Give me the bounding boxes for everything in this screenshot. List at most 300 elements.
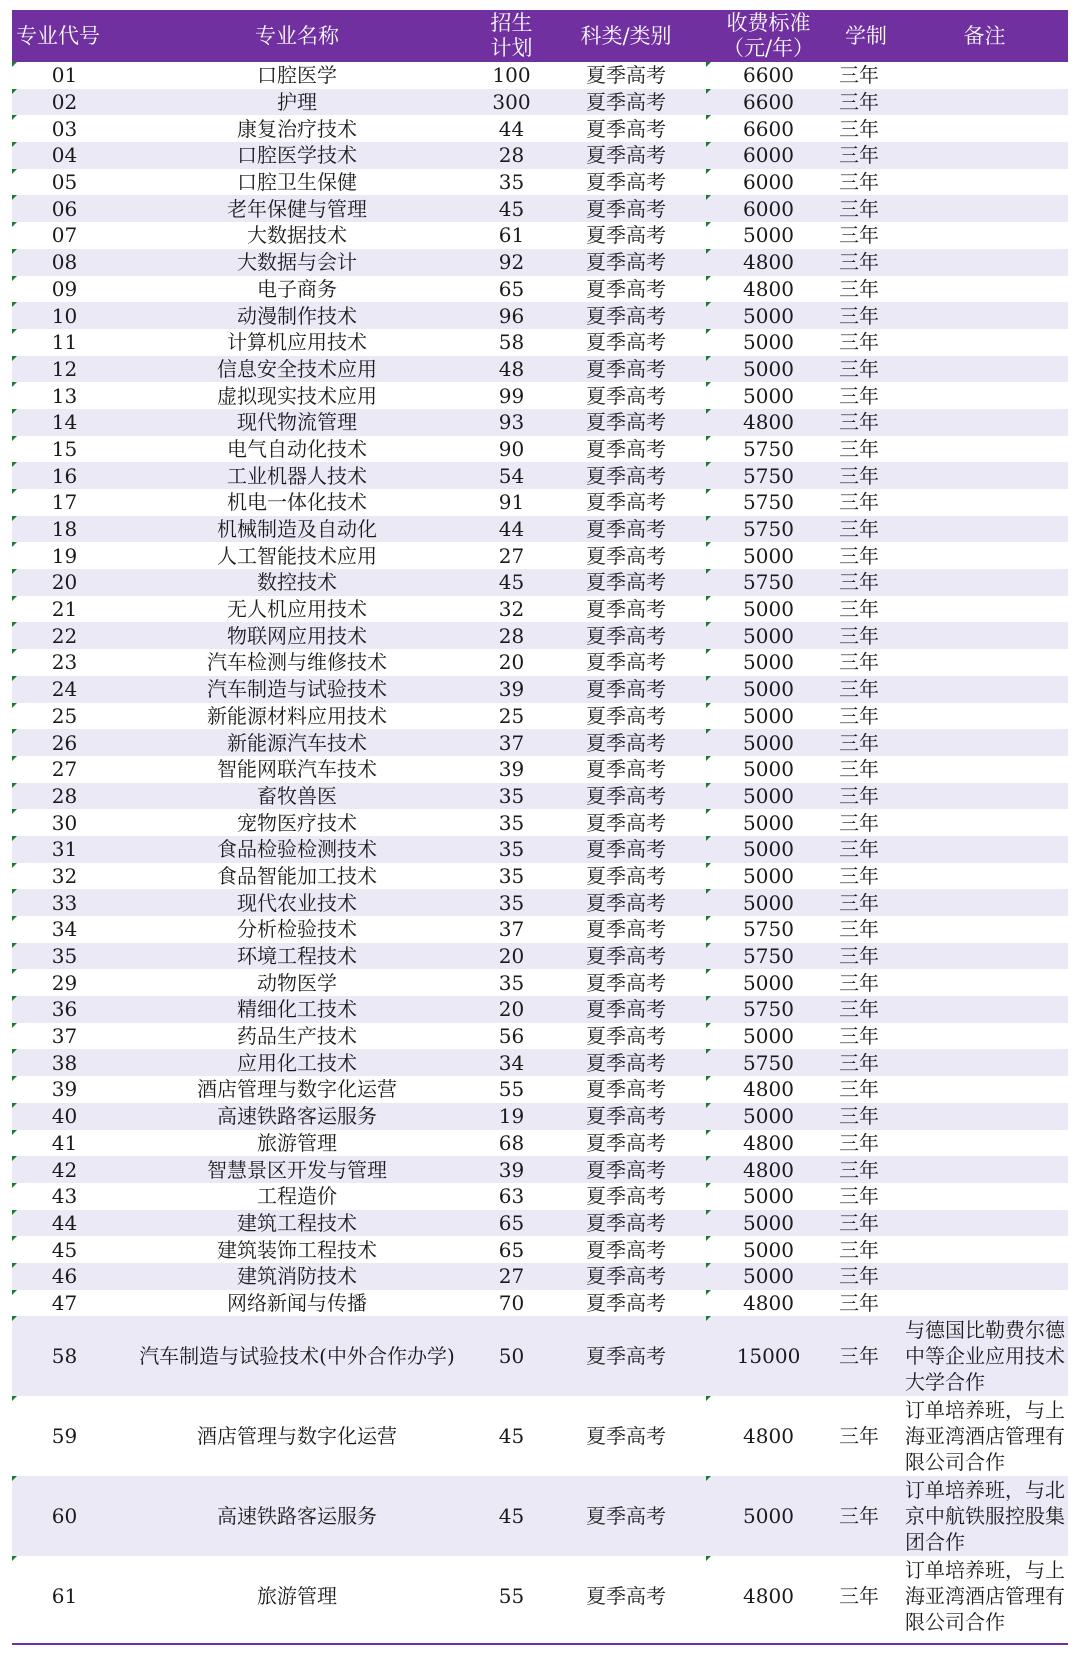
cell-code [12, 783, 117, 810]
cell-category-text: 夏季高考 [586, 1157, 666, 1182]
cell-name [117, 1476, 477, 1556]
cell-note [901, 276, 1068, 303]
cell-fee-text: 5000 [743, 623, 794, 648]
cell-note [901, 809, 1068, 836]
cell-category-text: 夏季高考 [586, 1344, 666, 1369]
table-row [12, 809, 1068, 836]
cell-fee [706, 1556, 831, 1636]
cell-name [117, 276, 477, 303]
cell-plan [477, 1476, 546, 1556]
cell-category [546, 756, 706, 783]
cell-years [831, 302, 901, 329]
cell-category [546, 1236, 706, 1263]
cell-plan [477, 462, 546, 489]
cell-code-text: 23 [51, 650, 78, 675]
cell-marker-icon [12, 809, 17, 814]
cell-name-text: 老年保健与管理 [227, 196, 367, 221]
cell-code [12, 249, 117, 276]
cell-code [12, 889, 117, 916]
cell-years-text: 三年 [839, 1264, 879, 1289]
cell-marker-icon [706, 1263, 711, 1268]
cell-plan-text: 20 [498, 944, 525, 969]
table-row [12, 756, 1068, 783]
cell-years [831, 356, 901, 383]
cell-fee [706, 356, 831, 383]
cell-name-text: 机电一体化技术 [227, 490, 367, 515]
table-row [12, 462, 1068, 489]
table-row [12, 569, 1068, 596]
cell-years-text: 三年 [839, 436, 879, 461]
table-row [12, 329, 1068, 356]
cell-category-text: 夏季高考 [586, 116, 666, 141]
cell-code [12, 62, 117, 89]
cell-name-text: 工业机器人技术 [227, 463, 367, 488]
cell-plan-text: 54 [498, 463, 525, 488]
table-row [12, 996, 1068, 1023]
cell-category [546, 1316, 706, 1396]
cell-fee-text: 5000 [743, 1264, 794, 1289]
cell-note [901, 569, 1068, 596]
cell-category-text: 夏季高考 [586, 170, 666, 195]
cell-years [831, 756, 901, 783]
cell-plan-text: 35 [498, 810, 525, 835]
cell-category-text: 夏季高考 [586, 223, 666, 248]
cell-name-text: 高速铁路客运服务 [217, 1504, 377, 1529]
table-row [12, 1263, 1068, 1290]
cell-code [12, 302, 117, 329]
cell-marker-icon [12, 382, 17, 387]
cell-category [546, 1183, 706, 1210]
cell-years-text: 三年 [839, 1504, 879, 1529]
cell-name-text: 食品智能加工技术 [217, 863, 377, 888]
cell-category [546, 222, 706, 249]
cell-fee [706, 1076, 831, 1103]
cell-plan-text: 25 [498, 703, 525, 728]
cell-name-text: 口腔医学技术 [237, 143, 357, 168]
cell-name-text: 高速铁路客运服务 [217, 1104, 377, 1129]
cell-plan [477, 276, 546, 303]
cell-name-text: 大数据技术 [247, 223, 347, 248]
cell-name-text: 分析检验技术 [237, 917, 357, 942]
cell-marker-icon [706, 569, 711, 574]
cell-category [546, 195, 706, 222]
cell-category-text: 夏季高考 [586, 1184, 666, 1209]
cell-code [12, 356, 117, 383]
cell-marker-icon [706, 1183, 711, 1188]
cell-name-text: 康复治疗技术 [237, 116, 357, 141]
cell-category-text: 夏季高考 [586, 997, 666, 1022]
cell-code [12, 622, 117, 649]
cell-note [901, 756, 1068, 783]
cell-plan-text: 99 [498, 383, 525, 408]
cell-fee [706, 649, 831, 676]
cell-name [117, 329, 477, 356]
cell-plan [477, 169, 546, 196]
cell-name [117, 569, 477, 596]
cell-marker-icon [706, 1210, 711, 1215]
cell-marker-icon [706, 489, 711, 494]
table-row [12, 1396, 1068, 1476]
cell-category-text: 夏季高考 [586, 276, 666, 301]
cell-fee [706, 249, 831, 276]
cell-name-text: 旅游管理 [257, 1130, 337, 1155]
cell-note [901, 649, 1068, 676]
cell-marker-icon [12, 969, 17, 974]
cell-plan-text: 91 [498, 490, 525, 515]
cell-marker-icon [12, 1316, 17, 1321]
cell-category [546, 809, 706, 836]
cell-years [831, 943, 901, 970]
cell-fee-text: 5750 [743, 517, 794, 542]
cell-marker-icon [706, 943, 711, 948]
cell-category-text: 夏季高考 [586, 1024, 666, 1049]
cell-marker-icon [706, 329, 711, 334]
cell-marker-icon [706, 1076, 711, 1081]
cell-plan [477, 783, 546, 810]
cell-marker-icon [12, 1076, 17, 1081]
cell-fee-text: 5000 [743, 356, 794, 381]
cell-marker-icon [12, 703, 17, 708]
cell-name-text: 新能源材料应用技术 [207, 703, 387, 728]
cell-fee-text: 4800 [743, 1424, 794, 1449]
cell-fee [706, 195, 831, 222]
cell-years [831, 649, 901, 676]
cell-note [901, 1316, 1068, 1396]
cell-plan-text: 63 [498, 1184, 525, 1209]
cell-note [901, 703, 1068, 730]
cell-category [546, 436, 706, 463]
cell-category [546, 703, 706, 730]
cell-code-text: 13 [51, 383, 78, 408]
cell-code-text: 31 [51, 837, 78, 862]
cell-years-text: 三年 [839, 837, 879, 862]
cell-marker-icon [706, 836, 711, 841]
cell-marker-icon [706, 1556, 711, 1561]
cell-marker-icon [706, 89, 711, 94]
cell-years-text: 三年 [839, 1050, 879, 1075]
cell-marker-icon [706, 596, 711, 601]
header-name: 专业名称 [117, 10, 477, 62]
cell-category-text: 夏季高考 [586, 703, 666, 728]
cell-name-text: 工程造价 [257, 1184, 337, 1209]
cell-years-text: 三年 [839, 997, 879, 1022]
cell-years [831, 1103, 901, 1130]
cell-name [117, 1290, 477, 1317]
enrollment-table [12, 10, 1068, 1636]
cell-fee [706, 676, 831, 703]
cell-category-text: 夏季高考 [586, 944, 666, 969]
cell-years [831, 1263, 901, 1290]
cell-category [546, 276, 706, 303]
cell-years [831, 889, 901, 916]
cell-code-text: 22 [51, 623, 78, 648]
cell-plan [477, 195, 546, 222]
cell-category-text: 夏季高考 [586, 463, 666, 488]
cell-years-text: 三年 [839, 917, 879, 942]
cell-code-text: 01 [51, 63, 78, 88]
cell-marker-icon [12, 249, 17, 254]
cell-years [831, 436, 901, 463]
table-row [12, 916, 1068, 943]
cell-category [546, 1556, 706, 1636]
cell-name-text: 畜牧兽医 [257, 783, 337, 808]
cell-plan [477, 249, 546, 276]
cell-fee [706, 996, 831, 1023]
cell-marker-icon [12, 409, 17, 414]
cell-marker-icon [706, 462, 711, 467]
cell-category-text: 夏季高考 [586, 783, 666, 808]
cell-plan-text: 28 [498, 623, 525, 648]
cell-plan-text: 37 [498, 730, 525, 755]
cell-fee-text: 15000 [736, 1344, 801, 1369]
cell-category [546, 1290, 706, 1317]
cell-fee [706, 1049, 831, 1076]
cell-category-text: 夏季高考 [586, 1050, 666, 1075]
cell-name [117, 516, 477, 543]
cell-plan [477, 1290, 546, 1317]
cell-code [12, 703, 117, 730]
cell-category [546, 943, 706, 970]
cell-fee [706, 516, 831, 543]
cell-plan-text: 20 [498, 997, 525, 1022]
cell-fee [706, 596, 831, 623]
table-row [12, 62, 1068, 89]
table-row [12, 249, 1068, 276]
cell-years [831, 1290, 901, 1317]
cell-name-text: 无人机应用技术 [227, 597, 367, 622]
cell-marker-icon [706, 222, 711, 227]
cell-marker-icon [706, 889, 711, 894]
cell-name-text: 护理 [277, 90, 317, 115]
cell-note-text: 订单培养班，与北京中航铁服控股集团合作 [905, 1478, 1065, 1555]
cell-fee [706, 1236, 831, 1263]
cell-code-text: 24 [51, 677, 78, 702]
cell-years [831, 622, 901, 649]
cell-name-text: 虚拟现实技术应用 [217, 383, 377, 408]
cell-category-text: 夏季高考 [586, 597, 666, 622]
header-plan-line1: 招生 [490, 11, 533, 35]
cell-fee-text: 4800 [743, 1130, 794, 1155]
cell-name [117, 436, 477, 463]
cell-fee [706, 302, 831, 329]
cell-years [831, 783, 901, 810]
cell-code [12, 863, 117, 890]
cell-years [831, 1556, 901, 1636]
table-row [12, 436, 1068, 463]
cell-category [546, 542, 706, 569]
cell-code-text: 40 [51, 1104, 78, 1129]
cell-code [12, 489, 117, 516]
cell-name-text: 汽车制造与试验技术(中外合作办学) [139, 1344, 455, 1369]
cell-fee [706, 489, 831, 516]
cell-name [117, 382, 477, 409]
cell-name-text: 口腔医学 [257, 63, 337, 88]
cell-note [901, 1556, 1068, 1636]
cell-code-text: 19 [51, 543, 78, 568]
cell-name [117, 489, 477, 516]
cell-category-text: 夏季高考 [586, 623, 666, 648]
cell-name-text: 建筑装饰工程技术 [217, 1237, 377, 1262]
cell-code-text: 07 [51, 223, 78, 248]
cell-marker-icon [706, 142, 711, 147]
cell-category-text: 夏季高考 [586, 356, 666, 381]
cell-name-text: 酒店管理与数字化运营 [197, 1424, 397, 1449]
cell-years-text: 三年 [839, 1210, 879, 1235]
cell-category [546, 169, 706, 196]
cell-marker-icon [706, 809, 711, 814]
cell-plan-text: 92 [498, 250, 525, 275]
cell-name [117, 409, 477, 436]
cell-fee [706, 809, 831, 836]
cell-note [901, 1210, 1068, 1237]
cell-name-text: 旅游管理 [257, 1584, 337, 1609]
cell-marker-icon [12, 1023, 17, 1028]
cell-fee [706, 1156, 831, 1183]
cell-category [546, 462, 706, 489]
cell-code-text: 44 [51, 1210, 78, 1235]
cell-plan-text: 39 [498, 1157, 525, 1182]
cell-code-text: 06 [51, 196, 78, 221]
cell-marker-icon [12, 1156, 17, 1161]
cell-fee [706, 1290, 831, 1317]
cell-years [831, 809, 901, 836]
cell-fee-text: 5000 [743, 597, 794, 622]
table-header [12, 10, 1068, 62]
cell-note [901, 542, 1068, 569]
cell-marker-icon [706, 676, 711, 681]
cell-code [12, 222, 117, 249]
cell-note [901, 409, 1068, 436]
cell-years-text: 三年 [839, 810, 879, 835]
cell-fee [706, 542, 831, 569]
cell-category-text: 夏季高考 [586, 143, 666, 168]
table-row [12, 1076, 1068, 1103]
cell-years-text: 三年 [839, 116, 879, 141]
cell-name [117, 836, 477, 863]
cell-code-text: 20 [51, 570, 78, 595]
cell-fee-text: 5750 [743, 436, 794, 461]
cell-code [12, 1130, 117, 1157]
cell-marker-icon [12, 115, 17, 120]
cell-category-text: 夏季高考 [586, 410, 666, 435]
cell-marker-icon [12, 1396, 17, 1401]
cell-plan [477, 943, 546, 970]
cell-code [12, 969, 117, 996]
cell-category [546, 676, 706, 703]
cell-years-text: 三年 [839, 1077, 879, 1102]
cell-name [117, 996, 477, 1023]
cell-marker-icon [12, 863, 17, 868]
table-row [12, 889, 1068, 916]
cell-years [831, 1396, 901, 1476]
cell-category [546, 115, 706, 142]
cell-note [901, 729, 1068, 756]
cell-code-text: 61 [51, 1584, 78, 1609]
cell-name [117, 1156, 477, 1183]
cell-years [831, 863, 901, 890]
table-row [12, 1476, 1068, 1556]
cell-marker-icon [706, 356, 711, 361]
header-fee-line2: （元/年） [722, 36, 815, 60]
cell-category [546, 996, 706, 1023]
cell-marker-icon [12, 302, 17, 307]
table-row [12, 409, 1068, 436]
cell-code [12, 115, 117, 142]
cell-code [12, 1556, 117, 1636]
cell-plan [477, 863, 546, 890]
cell-years [831, 329, 901, 356]
cell-marker-icon [706, 1290, 711, 1295]
cell-name [117, 1023, 477, 1050]
cell-plan-text: 44 [498, 517, 525, 542]
table-row [12, 1556, 1068, 1636]
cell-code [12, 1076, 117, 1103]
cell-name-text: 精细化工技术 [237, 997, 357, 1022]
cell-plan-text: 37 [498, 917, 525, 942]
cell-code-text: 45 [51, 1237, 78, 1262]
cell-note [901, 863, 1068, 890]
cell-note [901, 195, 1068, 222]
cell-years-text: 三年 [839, 1024, 879, 1049]
cell-years [831, 1316, 901, 1396]
cell-code-text: 03 [51, 116, 78, 141]
cell-marker-icon [12, 1130, 17, 1135]
cell-years-text: 三年 [839, 1184, 879, 1209]
cell-category [546, 969, 706, 996]
cell-years [831, 382, 901, 409]
cell-category-text: 夏季高考 [586, 810, 666, 835]
cell-years-text: 三年 [839, 944, 879, 969]
cell-years-text: 三年 [839, 517, 879, 542]
cell-code [12, 1023, 117, 1050]
cell-name-text: 动物医学 [257, 970, 337, 995]
cell-fee [706, 329, 831, 356]
table-row [12, 1316, 1068, 1396]
cell-years-text: 三年 [839, 1290, 879, 1315]
cell-name [117, 1556, 477, 1636]
cell-name-text: 口腔卫生保健 [237, 170, 357, 195]
cell-marker-icon [12, 436, 17, 441]
cell-fee [706, 276, 831, 303]
cell-name [117, 1130, 477, 1157]
cell-code [12, 436, 117, 463]
cell-code-text: 32 [51, 863, 78, 888]
cell-category [546, 916, 706, 943]
cell-fee-text: 4800 [743, 1584, 794, 1609]
cell-category [546, 649, 706, 676]
table-row [12, 276, 1068, 303]
cell-years-text: 三年 [839, 463, 879, 488]
cell-category [546, 863, 706, 890]
cell-marker-icon [12, 596, 17, 601]
cell-plan-text: 45 [498, 196, 525, 221]
cell-code-text: 46 [51, 1264, 78, 1289]
cell-code-text: 18 [51, 517, 78, 542]
cell-code [12, 516, 117, 543]
cell-years [831, 969, 901, 996]
cell-years [831, 1236, 901, 1263]
cell-name [117, 729, 477, 756]
cell-plan-text: 35 [498, 863, 525, 888]
cell-name [117, 863, 477, 890]
cell-name-text: 智能网联汽车技术 [217, 757, 377, 782]
cell-name [117, 249, 477, 276]
cell-years [831, 462, 901, 489]
cell-marker-icon [706, 1396, 711, 1401]
cell-plan-text: 20 [498, 650, 525, 675]
cell-plan-text: 35 [498, 837, 525, 862]
cell-category-text: 夏季高考 [586, 63, 666, 88]
